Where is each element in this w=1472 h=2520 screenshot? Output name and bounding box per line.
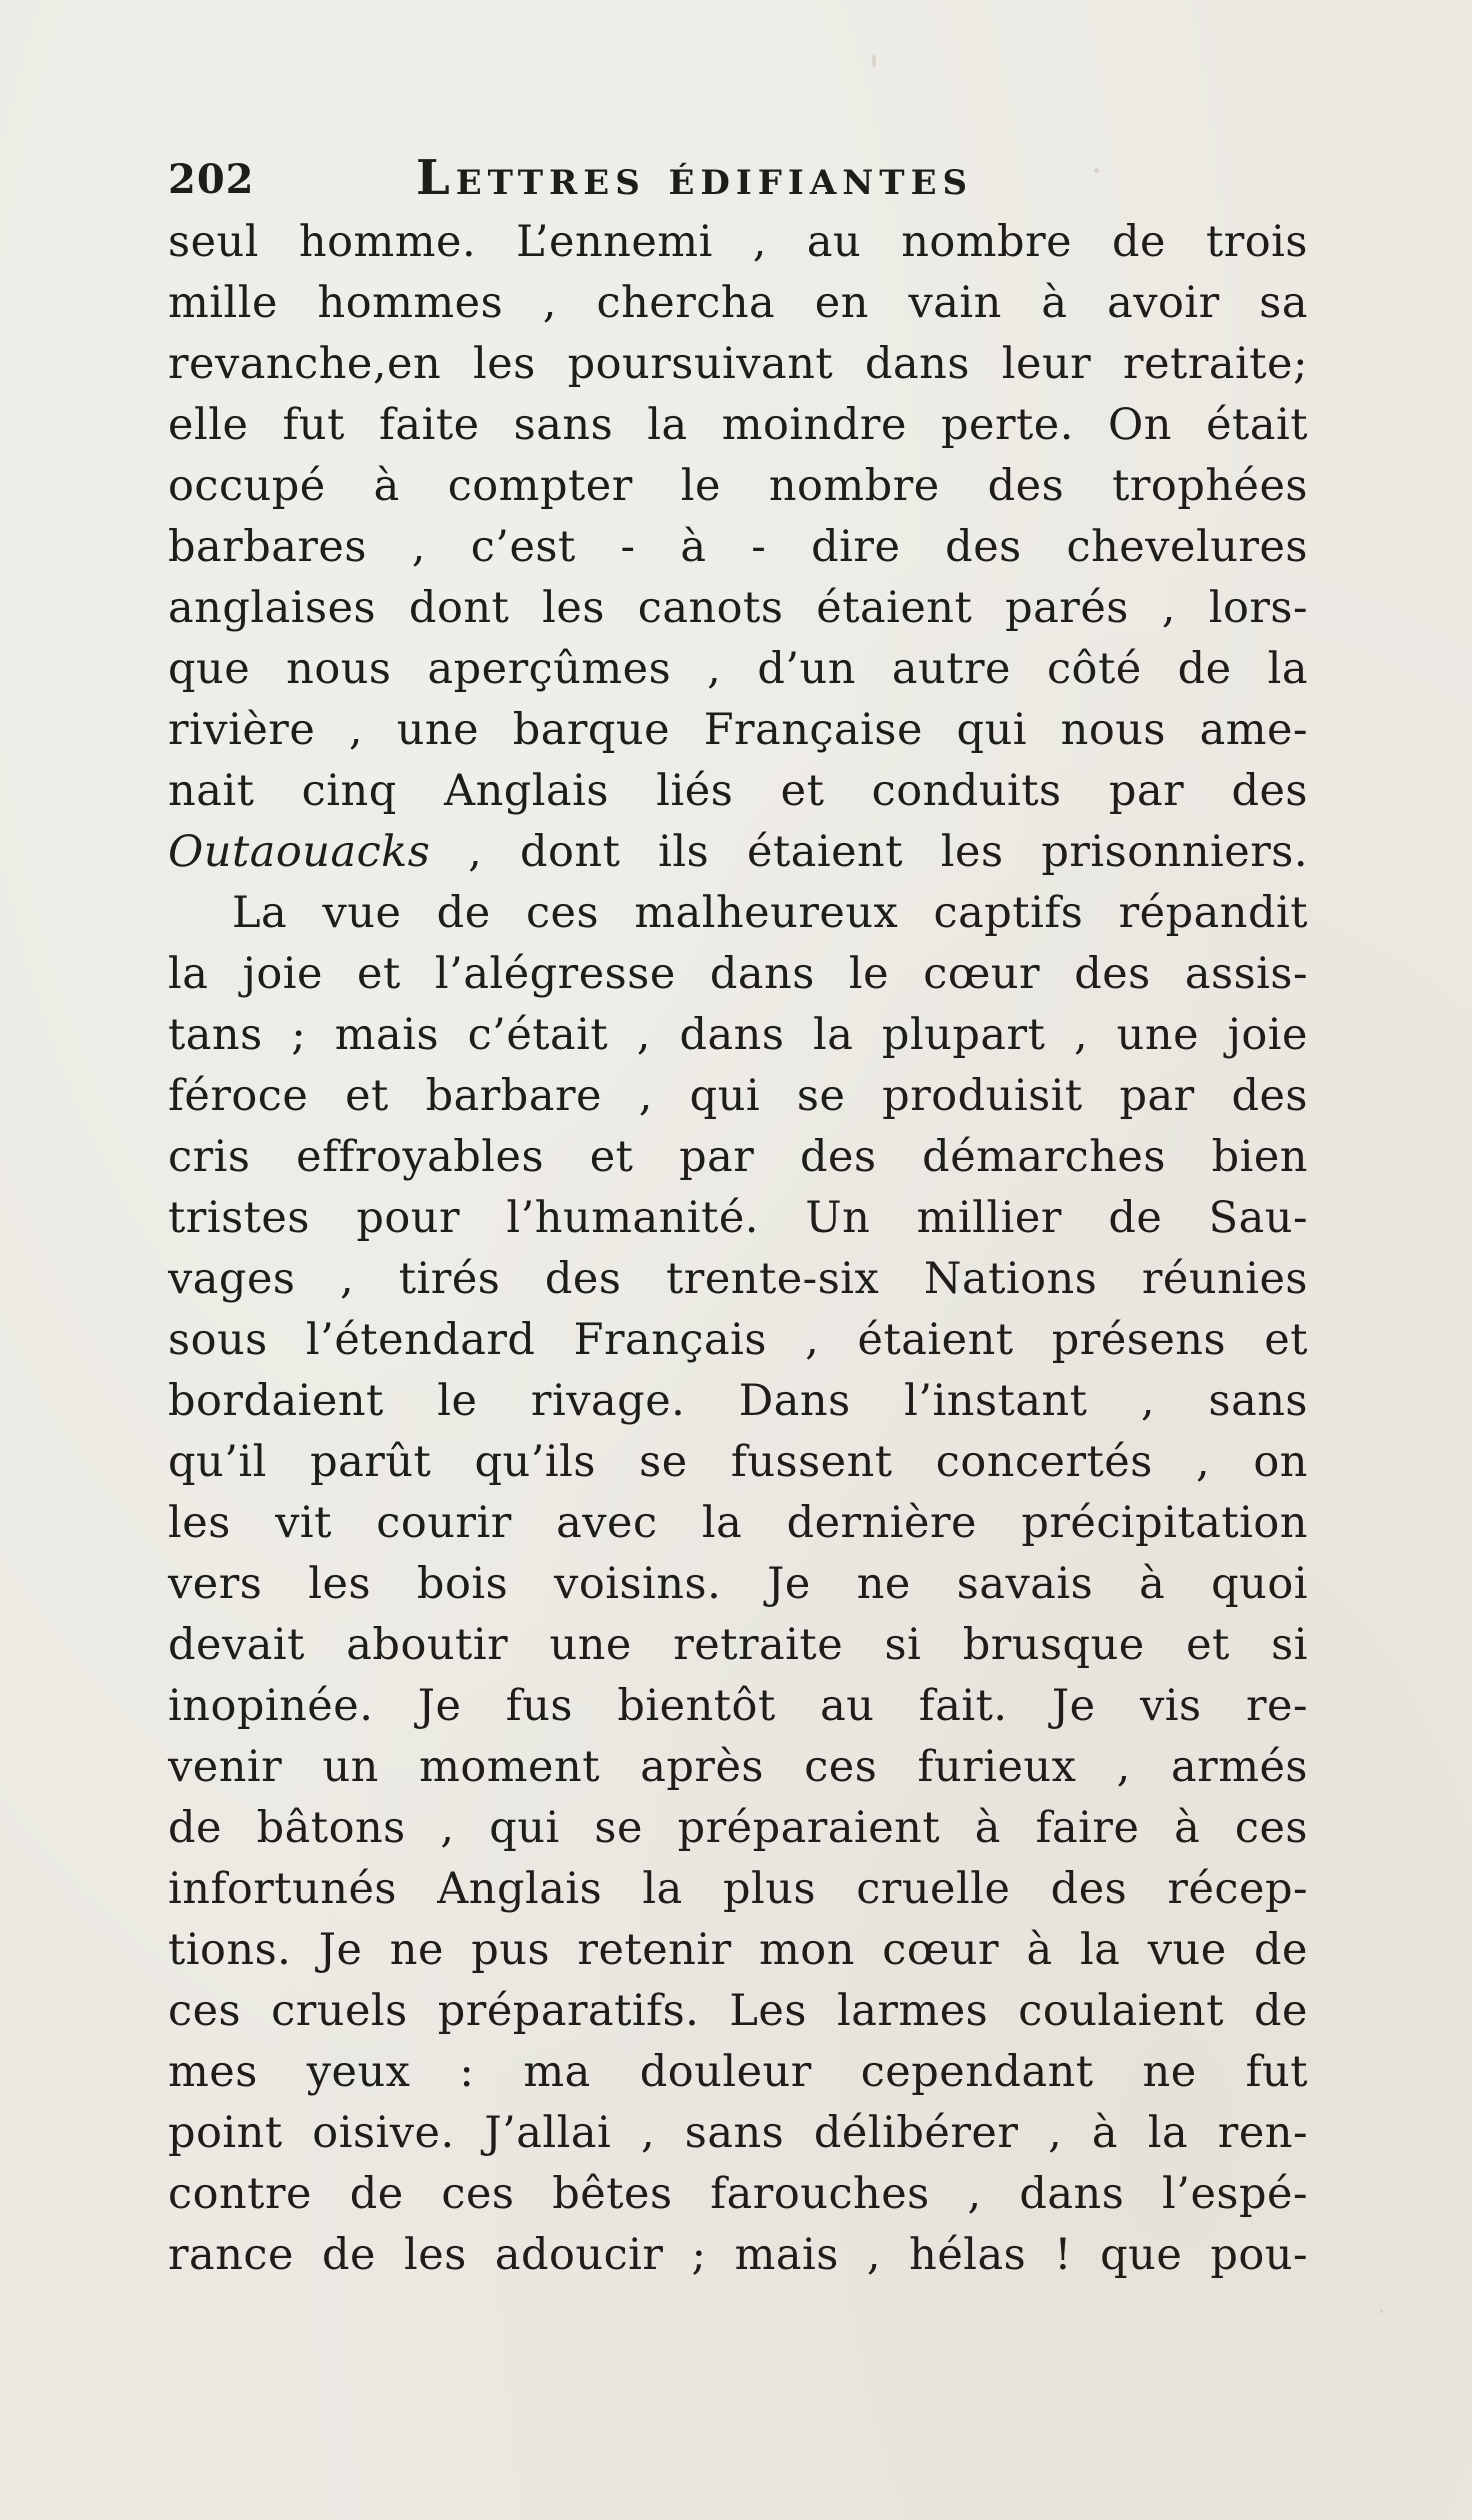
running-title: Lettres édifiantes <box>416 150 974 206</box>
body-text <box>168 212 1308 2286</box>
text-line: qu’il parût qu’ils se fussent concertés , on <box>168 1437 1308 1487</box>
running-header <box>168 150 1328 210</box>
text-line: sous l’étendard Français , étaient présens et <box>168 1315 1308 1365</box>
text-line: tristes pour l’humanité. Un millier de Sau- <box>168 1193 1308 1243</box>
text-line-rest: , dont ils étaient les prisonniers. <box>430 827 1308 877</box>
text-line-italic-start <box>168 822 1308 883</box>
text-line: mes yeux : ma douleur cependant ne fut <box>168 2047 1308 2097</box>
text-line: barbares , c’est - à - dire des chevelures <box>168 522 1308 572</box>
text-line: venir un moment après ces furieux , armés <box>168 1742 1308 1792</box>
text-line: revanche,en les poursuivant dans leur retraite; <box>168 339 1308 389</box>
paragraph-start-line: La vue de ces malheureux captifs répandit <box>232 888 1308 938</box>
text-line: rance de les adoucir ; mais , hélas ! que pou- <box>168 2230 1308 2280</box>
text-line: occupé à compter le nombre des trophées <box>168 461 1308 511</box>
text-line: vers les bois voisins. Je ne savais à quoi <box>168 1559 1308 1609</box>
paper-spot <box>872 54 876 68</box>
text-line: anglaises dont les canots étaient parés , lors- <box>168 583 1308 633</box>
text-line: tions. Je ne pus retenir mon cœur à la vue de <box>168 1925 1308 1975</box>
text-line: inopinée. Je fus bientôt au fait. Je vis re- <box>168 1681 1308 1731</box>
text-line: bordaient le rivage. Dans l’instant , sans <box>168 1376 1308 1426</box>
italic-phrase: Outaouacks <box>168 827 431 877</box>
text-line: devait aboutir une retraite si brusque et si <box>168 1620 1308 1670</box>
text-line: la joie et l’alégresse dans le cœur des assis- <box>168 949 1308 999</box>
text-line: féroce et barbare , qui se produisit par des <box>168 1071 1308 1121</box>
text-line: point oisive. J’allai , sans délibérer , à la ren- <box>168 2108 1308 2158</box>
text-line: vages , tirés des trente-six Nations réunies <box>168 1254 1308 1304</box>
text-line: rivière , une barque Française qui nous ame- <box>168 705 1308 755</box>
text-line: contre de ces bêtes farouches , dans l’espé- <box>168 2169 1308 2219</box>
text-line: mille hommes , chercha en vain à avoir sa <box>168 278 1308 328</box>
page-number: 202 <box>168 156 255 203</box>
text-line: les vit courir avec la dernière précipitation <box>168 1498 1308 1548</box>
paper-spot <box>1380 2310 1383 2313</box>
text-line: nait cinq Anglais liés et conduits par des <box>168 766 1308 816</box>
text-line: ces cruels préparatifs. Les larmes coulaient de <box>168 1986 1308 2036</box>
text-line: seul homme. L’ennemi , au nombre de trois <box>168 217 1308 267</box>
text-line: que nous aperçûmes , d’un autre côté de la <box>168 644 1308 694</box>
text-line: cris effroyables et par des démarches bien <box>168 1132 1308 1182</box>
text-line: elle fut faite sans la moindre perte. On était <box>168 400 1308 450</box>
text-line: de bâtons , qui se préparaient à faire à ces <box>168 1803 1308 1853</box>
text-line: infortunés Anglais la plus cruelle des récep- <box>168 1864 1308 1914</box>
text-line: tans ; mais c’était , dans la plupart , une joie <box>168 1010 1308 1060</box>
